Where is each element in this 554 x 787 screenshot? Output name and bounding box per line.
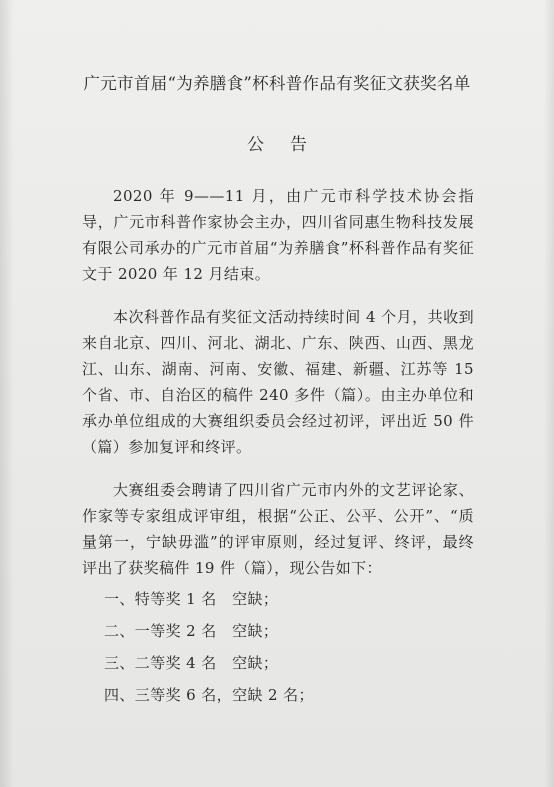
announcement-heading: 公告 [247,135,333,155]
paragraph-3: 大赛组委会聘请了四川省广元市内外的文艺评论家、作家等专家组成评审组，根据“公正、公平、公开”、“质量第一，宁缺毋滥”的评审原则，经过复评、终评，最终评出了获奖稿件 19 件（篇），现公告如下： [82,481,474,577]
award-item-first: 二、一等奖 2 名 空缺； [104,622,279,640]
paragraph-2: 本次科普作品有奖征文活动持续时间 4 个月，共收到来自北京、四川、河北、湖北、广东、陕西、山西、黑龙江、山东、湖南、河南、安徽、福建、新疆、江苏等 15 个省、市、自治区的稿件 240 多件（篇）。由主办单位和承办单位组成的大赛组织委员会经过初评，评出近 50 件（篇）参加复评和终评。 [82,308,474,456]
page-edge-shadow-left [0,0,14,787]
document-body [82,183,474,711]
document-title: 广元市首届“为养膳食”杯科普作品有奖征文获奖名单 [83,74,471,93]
paragraph-1: 2020 年 9——11 月，由广元市科学技术协会指导，广元市科普作家协会主办，四川省同惠生物科技发展有限公司承办的广元市首届“为养膳食”杯科普作品有奖征文于 2020 年 12 月结束。 [82,187,474,283]
page-edge-shadow-right [544,0,554,787]
award-item-special: 一、特等奖 1 名 空缺； [104,590,279,608]
award-item-second: 三、二等奖 4 名 空缺； [104,654,279,672]
award-item-third: 四、三等奖 6 名，空缺 2 名； [104,686,314,704]
award-list [82,583,474,711]
